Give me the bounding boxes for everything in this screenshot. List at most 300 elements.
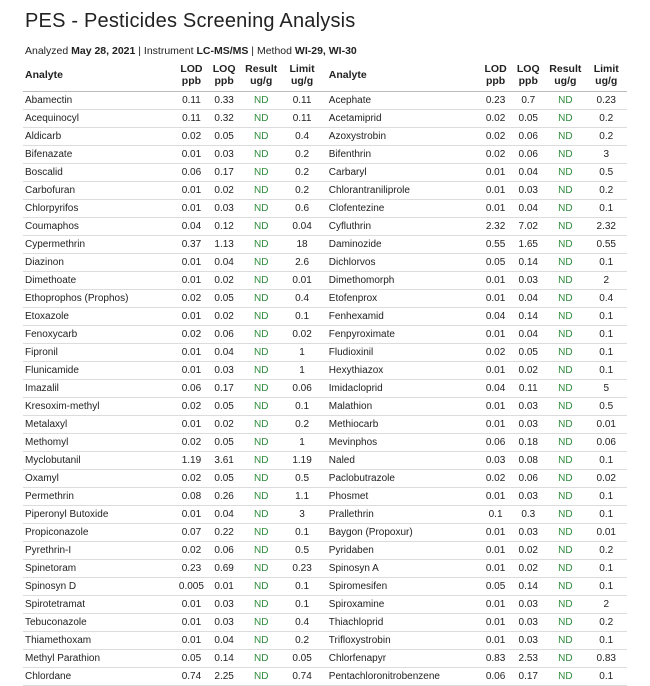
table-row [23,614,627,632]
cell-lod: 1.19 [176,452,208,470]
cell-loq: 0.06 [207,542,241,560]
cell-lod: 0.01 [176,146,208,164]
cell-result: ND [545,668,585,686]
table-row [23,434,627,452]
meta-separator: | [251,45,255,57]
cell-analyte: Coumaphos [23,218,176,236]
cell-lod: 0.05 [480,578,512,596]
cell-loq: 0.03 [511,182,545,200]
cell-limit: 1 [281,362,322,380]
cell-result: ND [241,308,281,326]
cell-result: ND [241,164,281,182]
cell-loq: 0.03 [207,362,241,380]
cell-lod: 0.01 [176,362,208,380]
cell-loq: 0.03 [207,614,241,632]
cell-limit: 0.1 [586,488,628,506]
cell-result: ND [241,110,281,128]
cell-lod: 0.06 [176,380,208,398]
cell-lod: 0.05 [176,650,208,668]
cell-analyte: Acequinocyl [23,110,176,128]
table-row [23,308,627,326]
cell-loq: 0.01 [207,578,241,596]
cell-analyte: Piperonyl Butoxide [23,506,176,524]
cell-lod: 0.11 [176,110,208,128]
cell-lod: 0.01 [480,596,512,614]
cell-lod: 0.01 [480,362,512,380]
cell-result: ND [241,488,281,506]
cell-result: ND [241,92,281,110]
cell-analyte: Daminozide [323,236,480,254]
header-lod: LOD ppb [176,60,208,92]
cell-limit: 0.1 [586,668,628,686]
cell-analyte: Fenhexamid [323,308,480,326]
cell-loq: 0.05 [511,344,545,362]
header-limit: Limit ug/g [586,60,628,92]
cell-loq: 0.04 [207,254,241,272]
cell-analyte: Pentachloronitrobenzene [323,668,480,686]
cell-lod: 0.005 [176,578,208,596]
cell-lod: 0.01 [480,488,512,506]
cell-analyte: Chlorfenapyr [323,650,480,668]
cell-lod: 0.01 [176,200,208,218]
cell-analyte: Prallethrin [323,506,480,524]
cell-limit: 0.01 [586,416,628,434]
cell-limit: 0.1 [586,632,628,650]
cell-limit: 0.4 [281,128,322,146]
cell-limit: 0.1 [586,308,628,326]
cell-result: ND [241,542,281,560]
cell-lod: 0.02 [176,434,208,452]
analyzed-label: Analyzed [25,45,69,57]
cell-loq: 0.7 [511,92,545,110]
cell-result: ND [545,110,585,128]
page-title: PES - Pesticides Screening Analysis [25,10,356,32]
cell-lod: 0.01 [176,182,208,200]
cell-loq: 0.14 [511,578,545,596]
cell-result: ND [545,632,585,650]
cell-loq: 0.14 [511,254,545,272]
cell-analyte: Clofentezine [323,200,480,218]
cell-limit: 0.1 [586,560,628,578]
table-row [23,326,627,344]
cell-result: ND [241,146,281,164]
cell-loq: 0.04 [511,200,545,218]
cell-result: ND [545,218,585,236]
cell-loq: 0.03 [511,398,545,416]
cell-loq: 0.18 [511,434,545,452]
cell-loq: 0.03 [511,596,545,614]
cell-result: ND [241,236,281,254]
cell-loq: 0.32 [207,110,241,128]
cell-analyte: Trifloxystrobin [323,632,480,650]
method-value: WI-29, WI-30 [294,45,357,57]
cell-lod: 0.01 [176,344,208,362]
cell-analyte: Aldicarb [23,128,176,146]
cell-limit: 0.74 [281,668,322,686]
cell-analyte: Bifenazate [23,146,176,164]
cell-result: ND [545,542,585,560]
table-row [23,128,627,146]
cell-lod: 0.06 [176,164,208,182]
cell-analyte: Methomyl [23,434,176,452]
cell-limit: 0.11 [281,92,322,110]
cell-analyte: Imazalil [23,380,176,398]
table-row [23,470,627,488]
cell-result: ND [545,236,585,254]
cell-analyte: Fludioxinil [323,344,480,362]
cell-loq: 0.03 [511,632,545,650]
cell-limit: 0.2 [281,182,322,200]
cell-lod: 0.01 [480,326,512,344]
cell-limit: 0.23 [281,560,322,578]
cell-analyte: Cyfluthrin [323,218,480,236]
cell-lod: 0.01 [480,524,512,542]
cell-result: ND [241,272,281,290]
cell-limit: 0.1 [586,344,628,362]
cell-result: ND [545,380,585,398]
cell-result: ND [545,326,585,344]
cell-limit: 2.32 [586,218,628,236]
cell-result: ND [545,416,585,434]
cell-analyte: Kresoxim-methyl [23,398,176,416]
table-row [23,596,627,614]
cell-lod: 0.02 [480,344,512,362]
table-row [23,254,627,272]
cell-limit: 0.1 [586,200,628,218]
cell-result: ND [545,272,585,290]
cell-lod: 0.01 [480,416,512,434]
table-row [23,650,627,668]
table-row [23,452,627,470]
cell-loq: 0.05 [511,110,545,128]
cell-lod: 0.02 [480,110,512,128]
cell-lod: 0.04 [480,308,512,326]
cell-result: ND [241,596,281,614]
cell-lod: 0.06 [480,668,512,686]
table-row [23,560,627,578]
cell-analyte: Chlordane [23,668,176,686]
cell-limit: 18 [281,236,322,254]
cell-analyte: Diazinon [23,254,176,272]
analyzed-date: May 28, 2021 [71,45,136,57]
method-label: Method [256,45,292,57]
cell-loq: 2.53 [511,650,545,668]
table-row [23,164,627,182]
cell-limit: 0.23 [586,92,628,110]
cell-analyte: Oxamyl [23,470,176,488]
cell-lod: 2.32 [480,218,512,236]
cell-limit: 0.83 [586,650,628,668]
cell-lod: 0.23 [480,92,512,110]
cell-limit: 0.4 [281,614,322,632]
cell-analyte: Carbofuran [23,182,176,200]
cell-lod: 0.01 [480,290,512,308]
table-row [23,632,627,650]
cell-result: ND [545,524,585,542]
cell-lod: 0.02 [480,146,512,164]
cell-limit: 1 [281,344,322,362]
cell-loq: 1.13 [207,236,241,254]
cell-result: ND [545,650,585,668]
cell-analyte: Pyridaben [323,542,480,560]
cell-lod: 0.01 [480,560,512,578]
cell-analyte: Chlorantraniliprole [323,182,480,200]
cell-analyte: Mevinphos [323,434,480,452]
cell-lod: 0.01 [480,200,512,218]
cell-limit: 0.05 [281,650,322,668]
cell-loq: 0.02 [207,272,241,290]
cell-lod: 0.01 [480,272,512,290]
cell-loq: 0.17 [207,164,241,182]
cell-analyte: Malathion [323,398,480,416]
cell-analyte: Metalaxyl [23,416,176,434]
cell-limit: 0.1 [586,254,628,272]
cell-result: ND [241,380,281,398]
cell-analyte: Dichlorvos [323,254,480,272]
cell-result: ND [545,182,585,200]
cell-loq: 0.33 [207,92,241,110]
cell-loq: 0.03 [511,488,545,506]
cell-limit: 0.02 [281,326,322,344]
cell-result: ND [545,254,585,272]
cell-analyte: Pyrethrin-I [23,542,176,560]
cell-lod: 0.01 [176,254,208,272]
cell-lod: 0.05 [480,254,512,272]
cell-loq: 0.04 [207,632,241,650]
table-row [23,290,627,308]
cell-analyte: Cypermethrin [23,236,176,254]
cell-lod: 0.01 [176,506,208,524]
header-loq: LOQ ppb [511,60,545,92]
cell-analyte: Abamectin [23,92,176,110]
cell-lod: 0.04 [480,380,512,398]
cell-result: ND [545,200,585,218]
cell-lod: 0.11 [176,92,208,110]
cell-loq: 0.03 [511,416,545,434]
cell-result: ND [241,254,281,272]
cell-lod: 0.37 [176,236,208,254]
cell-limit: 1 [281,434,322,452]
cell-limit: 0.1 [281,524,322,542]
cell-analyte: Thiamethoxam [23,632,176,650]
cell-lod: 0.01 [176,614,208,632]
cell-result: ND [545,488,585,506]
cell-lod: 0.55 [480,236,512,254]
cell-loq: 0.05 [207,128,241,146]
cell-result: ND [241,290,281,308]
cell-result: ND [545,560,585,578]
cell-analyte: Spinetoram [23,560,176,578]
cell-result: ND [545,92,585,110]
cell-lod: 0.06 [480,434,512,452]
cell-result: ND [241,578,281,596]
cell-loq: 0.69 [207,560,241,578]
instrument-label: Instrument [143,45,194,57]
table-row [23,362,627,380]
cell-analyte: Methyl Parathion [23,650,176,668]
results-table [23,60,627,686]
cell-result: ND [241,650,281,668]
table-row [23,236,627,254]
cell-analyte: Permethrin [23,488,176,506]
cell-limit: 0.2 [586,110,628,128]
cell-analyte: Spinosyn A [323,560,480,578]
cell-result: ND [241,506,281,524]
cell-result: ND [241,200,281,218]
cell-lod: 0.02 [176,290,208,308]
cell-loq: 0.04 [511,290,545,308]
header-loq: LOQ ppb [207,60,241,92]
cell-result: ND [241,614,281,632]
cell-analyte: Imidacloprid [323,380,480,398]
cell-loq: 0.03 [207,146,241,164]
cell-analyte: Myclobutanil [23,452,176,470]
cell-limit: 3 [586,146,628,164]
table-row [23,524,627,542]
cell-loq: 0.17 [207,380,241,398]
table-row [23,578,627,596]
table-row [23,344,627,362]
cell-limit: 0.2 [281,164,322,182]
table-row [23,272,627,290]
cell-result: ND [241,452,281,470]
cell-lod: 0.03 [480,452,512,470]
cell-limit: 0.1 [586,326,628,344]
cell-lod: 0.04 [176,218,208,236]
cell-limit: 0.1 [586,578,628,596]
cell-analyte: Acephate [323,92,480,110]
cell-limit: 0.2 [586,182,628,200]
cell-limit: 0.1 [281,596,322,614]
cell-lod: 0.01 [480,542,512,560]
cell-result: ND [545,596,585,614]
cell-result: ND [241,434,281,452]
cell-analyte: Acetamiprid [323,110,480,128]
cell-analyte: Phosmet [323,488,480,506]
cell-analyte: Naled [323,452,480,470]
cell-lod: 0.02 [176,470,208,488]
table-header-row [23,60,627,92]
table-row [23,668,627,686]
cell-loq: 0.03 [207,596,241,614]
cell-loq: 0.12 [207,218,241,236]
table-row [23,380,627,398]
cell-loq: 0.08 [511,452,545,470]
cell-analyte: Fipronil [23,344,176,362]
cell-analyte: Dimethomorph [323,272,480,290]
table-row [23,542,627,560]
header-result: Result ug/g [241,60,281,92]
cell-result: ND [241,398,281,416]
cell-limit: 0.4 [586,290,628,308]
cell-analyte: Spinosyn D [23,578,176,596]
cell-loq: 0.06 [511,146,545,164]
cell-limit: 0.2 [281,146,322,164]
cell-analyte: Baygon (Propoxur) [323,524,480,542]
cell-lod: 0.01 [176,416,208,434]
table-row [23,506,627,524]
cell-loq: 0.06 [511,128,545,146]
cell-result: ND [545,578,585,596]
table-row [23,92,627,110]
cell-limit: 0.5 [281,470,322,488]
cell-analyte: Etoxazole [23,308,176,326]
cell-lod: 0.01 [480,182,512,200]
cell-limit: 2.6 [281,254,322,272]
instrument-value: LC-MS/MS [196,45,249,57]
cell-analyte: Propiconazole [23,524,176,542]
cell-loq: 7.02 [511,218,545,236]
cell-lod: 0.01 [176,632,208,650]
table-row [23,398,627,416]
cell-loq: 0.02 [207,182,241,200]
cell-lod: 0.23 [176,560,208,578]
cell-limit: 0.2 [586,614,628,632]
cell-lod: 0.1 [480,506,512,524]
cell-limit: 0.2 [586,128,628,146]
cell-lod: 0.02 [176,128,208,146]
header-analyte: Analyte [323,60,480,92]
cell-result: ND [545,308,585,326]
cell-result: ND [545,344,585,362]
cell-result: ND [545,614,585,632]
cell-loq: 0.02 [511,560,545,578]
cell-analyte: Methiocarb [323,416,480,434]
header-lod: LOD ppb [480,60,512,92]
cell-analyte: Paclobutrazole [323,470,480,488]
cell-loq: 1.65 [511,236,545,254]
cell-loq: 0.03 [511,614,545,632]
cell-limit: 0.2 [281,632,322,650]
cell-loq: 0.3 [511,506,545,524]
cell-lod: 0.02 [480,470,512,488]
cell-limit: 0.11 [281,110,322,128]
cell-loq: 0.03 [511,524,545,542]
cell-limit: 0.5 [586,164,628,182]
cell-result: ND [241,470,281,488]
cell-loq: 0.02 [207,308,241,326]
cell-result: ND [241,524,281,542]
cell-result: ND [545,362,585,380]
table-body [23,92,627,686]
cell-loq: 0.04 [207,344,241,362]
cell-analyte: Spirotetramat [23,596,176,614]
cell-lod: 0.01 [480,398,512,416]
cell-lod: 0.83 [480,650,512,668]
cell-loq: 0.03 [207,200,241,218]
cell-analyte: Etofenprox [323,290,480,308]
cell-limit: 0.1 [586,362,628,380]
cell-analyte: Bifenthrin [323,146,480,164]
cell-analyte: Tebuconazole [23,614,176,632]
table-row [23,200,627,218]
cell-result: ND [241,362,281,380]
cell-loq: 0.04 [511,326,545,344]
cell-loq: 0.22 [207,524,241,542]
cell-limit: 1.1 [281,488,322,506]
cell-lod: 0.74 [176,668,208,686]
header-result: Result ug/g [545,60,585,92]
cell-lod: 0.02 [176,398,208,416]
cell-lod: 0.07 [176,524,208,542]
cell-loq: 0.11 [511,380,545,398]
cell-limit: 0.55 [586,236,628,254]
meta-separator: | [138,45,141,57]
cell-lod: 0.01 [480,632,512,650]
cell-result: ND [545,146,585,164]
cell-limit: 0.1 [281,398,322,416]
cell-result: ND [545,290,585,308]
